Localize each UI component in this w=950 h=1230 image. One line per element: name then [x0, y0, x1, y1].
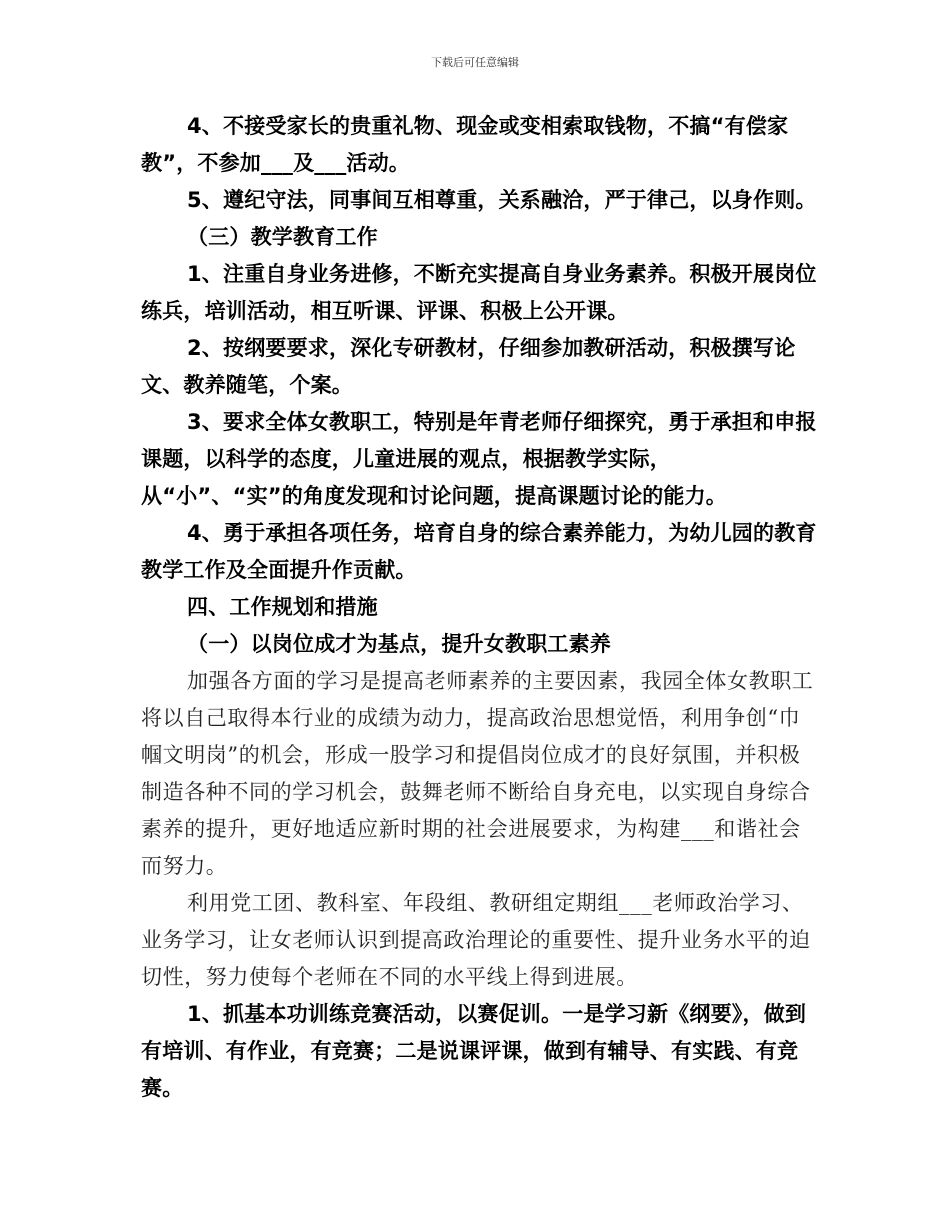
paragraph-teaching-1: 1、注重自身业务进修，不断充实提高自身业务素养。积极开展岗位练兵，培训活动，相互听课、评课、积极上公开课。 — [141, 262, 817, 323]
page-header: 下载后可任意编辑 — [431, 56, 519, 69]
document-body — [141, 108, 821, 1107]
paragraph-rule-4: 4、不接受家长的贵重礼物、现金或变相索取钱物，不搞“有偿家教”，不参加___及___活动。 — [141, 114, 789, 175]
paragraph-training-1: 1、抓基本功训练竞赛活动，以赛促训。一是学习新《纲要》，做到有培训、有作业，有竞赛；二是说课评课，做到有辅导、有实践、有竞赛。 — [141, 1002, 807, 1100]
paragraph-rule-5: 5、遵纪守法，同事间互相尊重，关系融洽，严于律己，以身作则。 — [187, 188, 817, 212]
paragraph-teaching-3: 3、要求全体女教职工，特别是年青老师仔细探究，勇于承担和申报课题，以科学的态度，儿童进展的观点，根据教学实际，从“小”、“实”的角度发现和讨论问题，提高课题讨论的能力。 — [141, 410, 817, 508]
paragraph-teaching-2: 2、按纲要要求，深化专研教材，仔细参加教研活动，积极撰写论文、教养随笔，个案。 — [141, 336, 796, 397]
paragraph-learning: 加强各方面的学习是提高老师素养的主要因素，我园全体女教职工将以自己取得本行业的成绩为动力，提高政治思想觉悟，利用争创“巾帼文明岗”的机会，形成一股学习和提倡岗位成才的良好氛围，并积极制造各种不同的学习机会，鼓舞老师不断给自身充电，以实现自身综合素养的提升，更好地适应新时期的社会进展要求，为构建___和谐社会而努力。 — [141, 669, 814, 878]
subsection-heading-post: （一）以岗位成才为基点，提升女教职工素养 — [187, 632, 611, 656]
section-heading-teaching: （三）教学教育工作 — [187, 225, 378, 249]
paragraph-teaching-4: 4、勇于承担各项任务，培育自身的综合素养能力，为幼儿园的教育教学工作及全面提升作贡献。 — [141, 521, 817, 582]
paragraph-organization: 利用党工团、教科室、年段组、教研组定期组___老师政治学习、业务学习，让女老师认识到提高政治理论的重要性、提升业务水平的迫切性，努力使每个老师在不同的水平线上得到进展。 — [141, 891, 811, 989]
section-heading-plan: 四、工作规划和措施 — [187, 595, 378, 619]
